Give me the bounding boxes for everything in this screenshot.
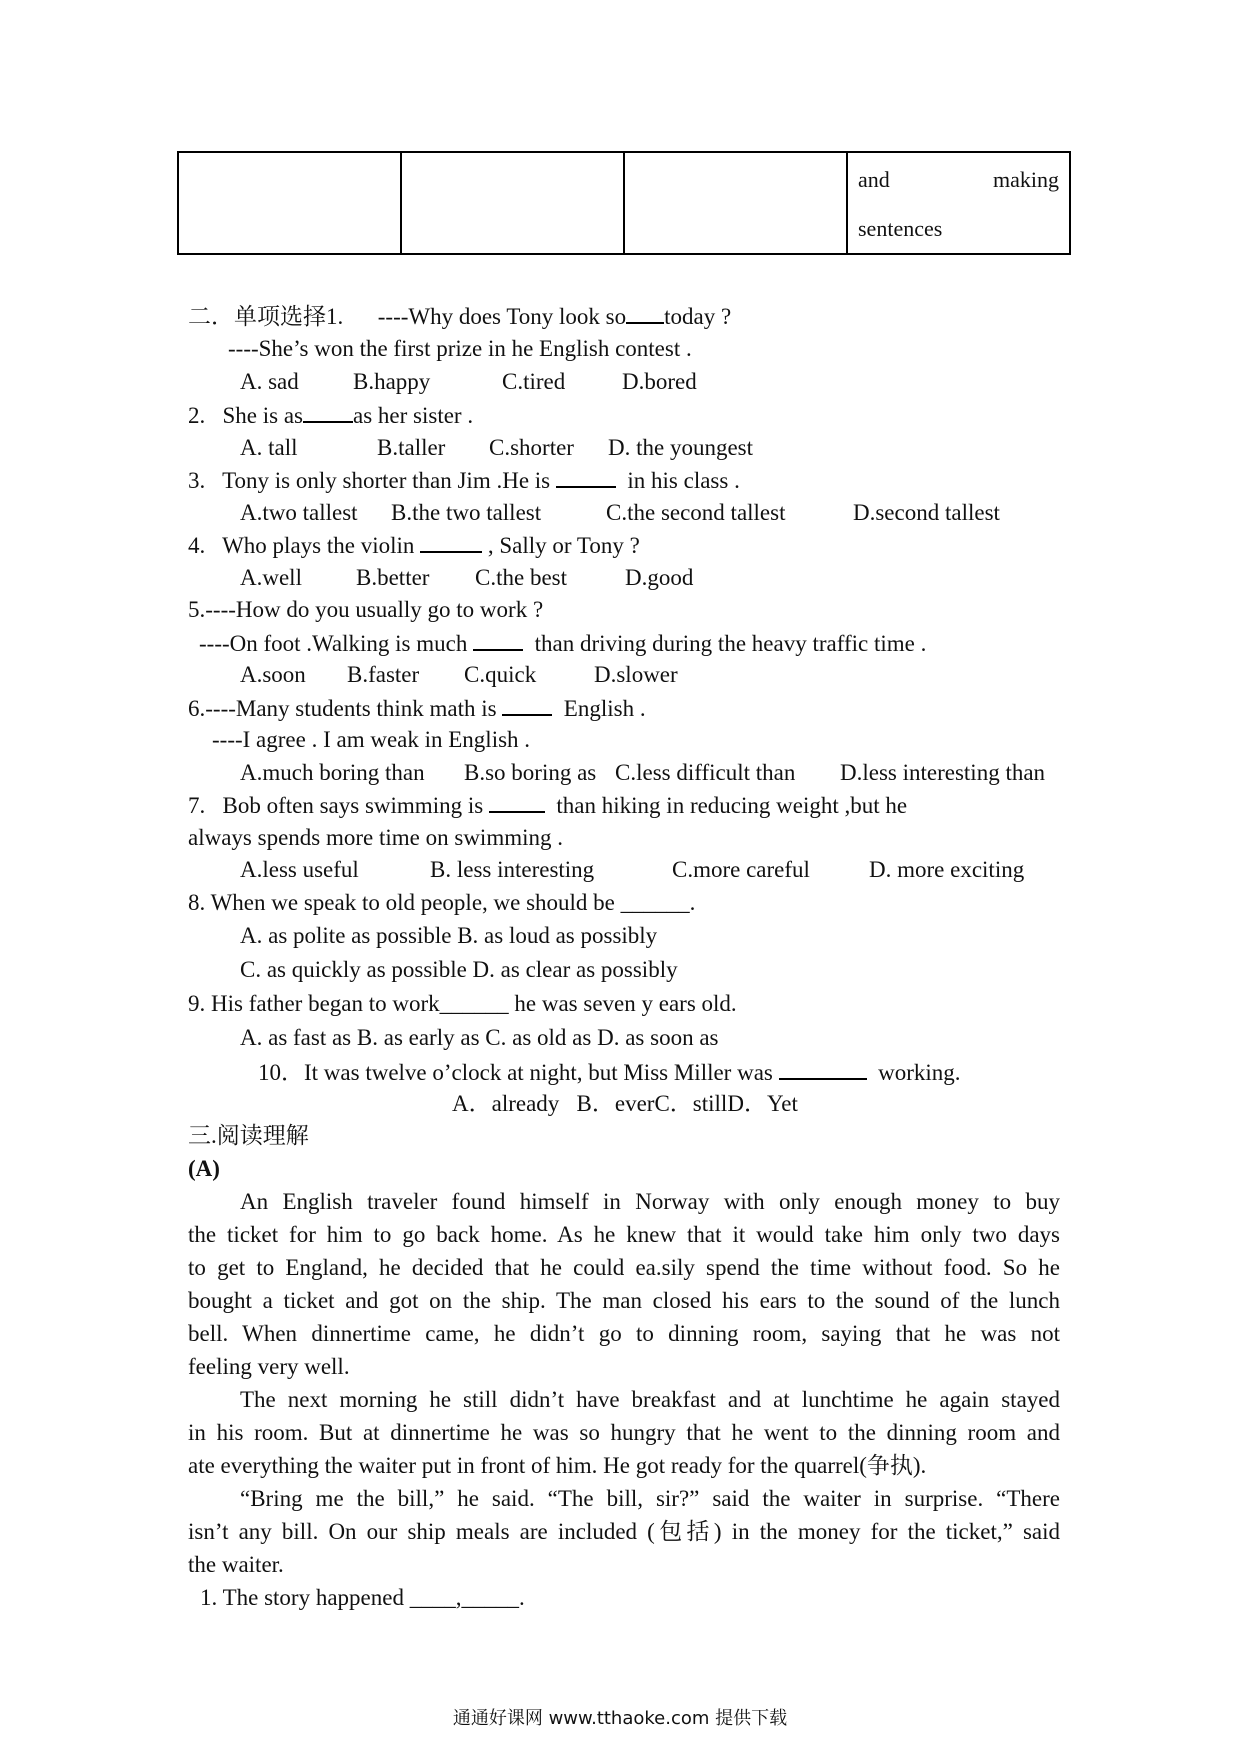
table-cell: [401, 152, 624, 254]
question-1-reply: ----She’s won the first prize in he English contest .: [228, 336, 692, 361]
passage-line: feeling very well.: [188, 1354, 350, 1379]
passage-line: the waiter.: [188, 1552, 284, 1577]
question-4-stem: 4. Who plays the violin , Sally or Tony ?: [188, 529, 640, 562]
question-9-options: A. as fast as B. as early as C. as old as D. as soon as: [240, 1025, 719, 1050]
question-10-options: A．already B．everC．stillD．Yet: [452, 1091, 798, 1116]
question-6-reply: ----I agree . I am weak in English .: [212, 727, 531, 752]
passage-line: to get to England, he decided that he could ea.sily spend the time without food. So he: [188, 1255, 1060, 1280]
question-5-stem: 5.----How do you usually go to work ?: [188, 597, 544, 622]
passage-label: (A): [188, 1156, 220, 1181]
passage-line: the ticket for him to go back home. As he knew that it would take him only two days: [188, 1222, 1060, 1247]
question-3-stem: 3. Tony is only shorter than Jim .He is in his class .: [188, 464, 740, 497]
passage-line: bought a ticket and got on the ship. The man closed his ears to the sound of the lunch: [188, 1288, 1060, 1313]
answer-blank: [556, 464, 616, 488]
document-page: and making sentences 二．单项选择1. ----Why does Tony look so today ? ----She’s won the first prize in he English contest . A. sad B.happy C.tired D.bored 2. She is as as her sister . A. tall B.taller C.shorter D. the youngest 3. Tony is only shorter than Jim .He is in his class . A.two tallest B.the two tallest C.the second tallest D.second tallest 4. Who plays the violin , Sally or Tony ? A.well B.better C.the best D.good 5.----How do you usually go to work ? ----On foot .Walking is much than driving during the heavy traffic time . A.soon B.faster C.quick D.slower 6.----Many students think math is English . ----I agree . I am weak in English . A.much boring than B.so boring as C.less difficult than D.less interesting than 7. Bob often says swimming is than hiking in reducing weight ,but he always spends more time on swimming . A.less useful B. less interesting C.more careful D. more exciting 8. When we speak to old people, we should be ______. A. as polite as possible B. as loud as possibly C. as quickly as possible D. as clear as possibly 9. His father began to work______ he was seven y ears old. A. as fast as B. as early as C. as old as D. as soon as 10．It was twelve o’clock at night, but Miss Miller was working. A．already B．everC．stillD．Yet 三.阅读理解 (A) An English traveler found himself in Norway with only enough money to buy the ticket for him to go back home. As he knew that it would take him only two days to get to England, he decided that he could ea.sily spend the time without food. So he bought a ticket and got on the ship. The man closed his ears to the sound of the lunch bell. When dinnertime came, he didn’t go to dinning room, saying that he was not feeling very well. The next morning he still didn’t have breakfast and at lunchtime he again stayed in his room. But at dinnertime he was so hungry that he went to the dinning room and ate everything the waiter put in front of him. He got ready for the quarrel(争执). “Bring me the bill,” he said. “The bill, sir?” said the waiter in surprise. “There isn’t any bill. On our ship meals are included (包括) in the money for the ticket,” said the waiter. 1. The story happened ____,_____. 通通好课网 www.tthaoke.com 提供下载: [0, 0, 1240, 1754]
table-cell: [624, 152, 847, 254]
answer-blank: [489, 789, 545, 813]
question-10-stem: 10．It was twelve o’clock at night, but Miss Miller was working.: [258, 1056, 961, 1089]
passage-line: bell. When dinnertime came, he didn’t go to dinning room, saying that he was not: [188, 1321, 1060, 1346]
answer-blank: [303, 399, 353, 423]
table-cell: [847, 152, 1070, 254]
table-cell-text: sentences: [858, 216, 943, 241]
answer-blank: [420, 529, 482, 553]
answer-blank: [626, 300, 664, 324]
passage-line: The next morning he still didn’t have breakfast and at lunchtime he again stayed: [240, 1387, 1060, 1412]
section-heading: 三.阅读理解: [188, 1123, 309, 1148]
footer-credit: 通通好课网 www.tthaoke.com 提供下载: [452, 1708, 788, 1729]
question-7-stem-cont: always spends more time on swimming .: [188, 825, 563, 850]
passage-line: in his room. But at dinnertime he was so hungry that he went to the dinning room and: [188, 1420, 1060, 1445]
question-9-stem: 9. His father began to work______ he was seven y ears old.: [188, 991, 737, 1016]
question-2-stem: 2. She is as as her sister .: [188, 399, 473, 432]
answer-blank: [779, 1056, 867, 1080]
table-cell-text: and: [858, 167, 890, 192]
table-cell: [178, 152, 401, 254]
passage-line: “Bring me the bill,” he said. “The bill, sir?” said the waiter in surprise. “There: [240, 1486, 1060, 1511]
question-8-options-row2: C. as quickly as possible D. as clear as possibly: [240, 957, 678, 982]
question-5-reply: ----On foot .Walking is much than driving during the heavy traffic time .: [199, 627, 926, 660]
answer-blank: [502, 692, 552, 716]
passage-line: isn’t any bill. On our ship meals are included (包括) in the money for the ticket,” said: [188, 1519, 1060, 1544]
question-8-stem: 8. When we speak to old people, we should be ______.: [188, 890, 696, 915]
section-heading: 二．单项选择: [188, 304, 326, 329]
reading-question-1: 1. The story happened ____,_____.: [200, 1585, 525, 1610]
passage-line: An English traveler found himself in Norway with only enough money to buy: [240, 1189, 1060, 1214]
header-table: [177, 151, 1071, 255]
passage-line: ate everything the waiter put in front of him. He got ready for the quarrel(争执).: [188, 1453, 927, 1478]
question-1-stem: 二．单项选择1. ----Why does Tony look so today ?: [188, 300, 731, 333]
table-cell-text: making: [993, 167, 1059, 192]
question-7-stem: 7. Bob often says swimming is than hiking in reducing weight ,but he: [188, 789, 1060, 822]
answer-blank: [473, 627, 523, 651]
question-8-options-row1: A. as polite as possible B. as loud as possibly: [240, 923, 658, 948]
question-6-stem: 6.----Many students think math is English .: [188, 692, 646, 725]
